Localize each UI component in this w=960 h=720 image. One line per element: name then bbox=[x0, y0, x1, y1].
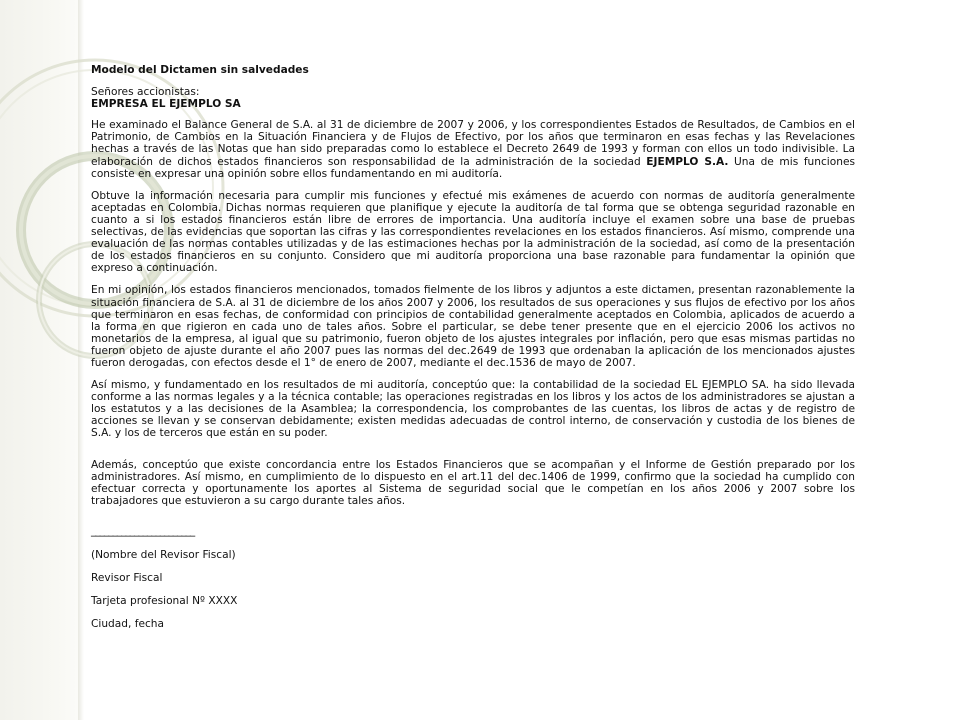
paragraph-1 bbox=[91, 119, 855, 179]
paragraph-5: Además, conceptúo que existe concordancia entre los Estados Financieros que se acompañan y el Informe de Gestión preparado por los administradores. Así mismo, en cumplimiento de lo dispuesto en el art.11 del dec.1406 de 1999, confirmo que la sociedad ha cumplido con efectuar correcta y oportunamente los aportes al Sistema de seguridad social que le competían en los años 2006 y 2007 sobre los trabajadores que estuvieron a su cargo durante tales años. bbox=[91, 458, 855, 507]
signature-name: (Nombre del Revisor Fiscal) bbox=[91, 549, 236, 561]
document-title: Modelo del Dictamen sin salvedades bbox=[91, 64, 309, 76]
signature-place-date: Ciudad, fecha bbox=[91, 618, 165, 631]
paragraph-4: Así mismo, y fundamentado en los resultados de mi auditoría, conceptúo que: la contabilidad de la sociedad EL EJEMPLO SA. ha sido llevada conforme a las normas legales y a la técnica contable; las operaciones registradas en los libros y los actos de los administradores se ajustan a los estatutos y a las decisiones de la Asamblea; la correspondencia, los comprobantes de las cuentas, los libros de actas y de registro de acciones se llevan y se conservan debidamente; existen medidas adecuadas de control interno, de conservación y custodia de los bienes de S.A. y los de terceros que están en su poder. bbox=[91, 379, 855, 440]
greeting: Señores accionistas: bbox=[91, 86, 200, 99]
paragraph-2: Obtuve la información necesaria para cumplir mis funciones y efectué mis exámenes de acuerdo con normas de auditoría generalmente aceptadas en Colombia. Dichas normas requieren que planifique y ejecute la auditoría de tal forma que se obtenga seguridad razonable en cuanto a si los estados financieros están libre de errores de importancia. Una auditoría incluye el examen sobre una base de pruebas selectivas, de las evidencias que soportan las cifras y las correspondientes revelaciones en los estados financieros. Así mismo, comprende una evaluación de las normas contables utilizadas y de las estimaciones hechas por la administración de la sociedad, así como de la presentación de los estados financieros en su conjunto. Considero que mi auditoría proporciona una base razonable para fundamentar la opinión que expreso a continuación. bbox=[91, 189, 855, 275]
paragraph-1-text-a: He examinado el Balance General de S.A. al 31 de diciembre de 2007 y 2006, y los correspondientes Estados de Resultados, de Cambios en el Patrimonio, de Cambios en la Situación Financiera y de Flujos de Efectivo, por los años que terminaron en esas fechas y las Revelaciones hechas a través de las Notas que han sido preparadas como lo establece el Decreto 2649 de 1993 y forman con ellos un todo indivisible. La elaboración de dichos estados financieros son responsabilidad de la administración de la sociedad bbox=[91, 119, 855, 168]
signature-card: Tarjeta profesional Nº XXXX bbox=[91, 595, 238, 608]
company-name: EMPRESA EL EJEMPLO SA bbox=[91, 98, 241, 111]
signature-line: ________________________ bbox=[91, 524, 195, 537]
paragraph-1-text-b: Una de mis funciones consiste en expresar una opinión sobre ellos fundamentando en mi auditoría. bbox=[91, 155, 855, 180]
signature-role: Revisor Fiscal bbox=[91, 572, 163, 585]
document-body bbox=[91, 64, 855, 641]
paragraph-3: En mi opinión, los estados financieros mencionados, tomados fielmente de los libros y adjuntos a este dictamen, presentan razonablemente la situación financiera de S.A. al 31 de diciembre de los años 2007 y 2006, los resultados de sus operaciones y sus flujos de efectivo por los años que terminaron en esas fechas, de conformidad con principios de contabilidad generalmente aceptados en Colombia, aplicados de acuerdo a la forma en que rigieron en cada uno de tales años. Sobre el particular, se debe tener presente que en el ejercicio 2006 los activos no monetarios de la empresa, al igual que su patrimonio, fueron objeto de los ajustes integrales por inflación, pero que esas mismas partidas no fueron objeto de ajuste durante el año 2007 pues las normas del dec.2649 de 1993 que ordenaban la aplicación de los mencionados ajustes fueron derogadas, con efectos desde el 1° de enero de 2007, mediante el dec.1536 de mayo de 2007. bbox=[91, 284, 855, 369]
company-short-name: EJEMPLO S.A. bbox=[646, 155, 729, 168]
